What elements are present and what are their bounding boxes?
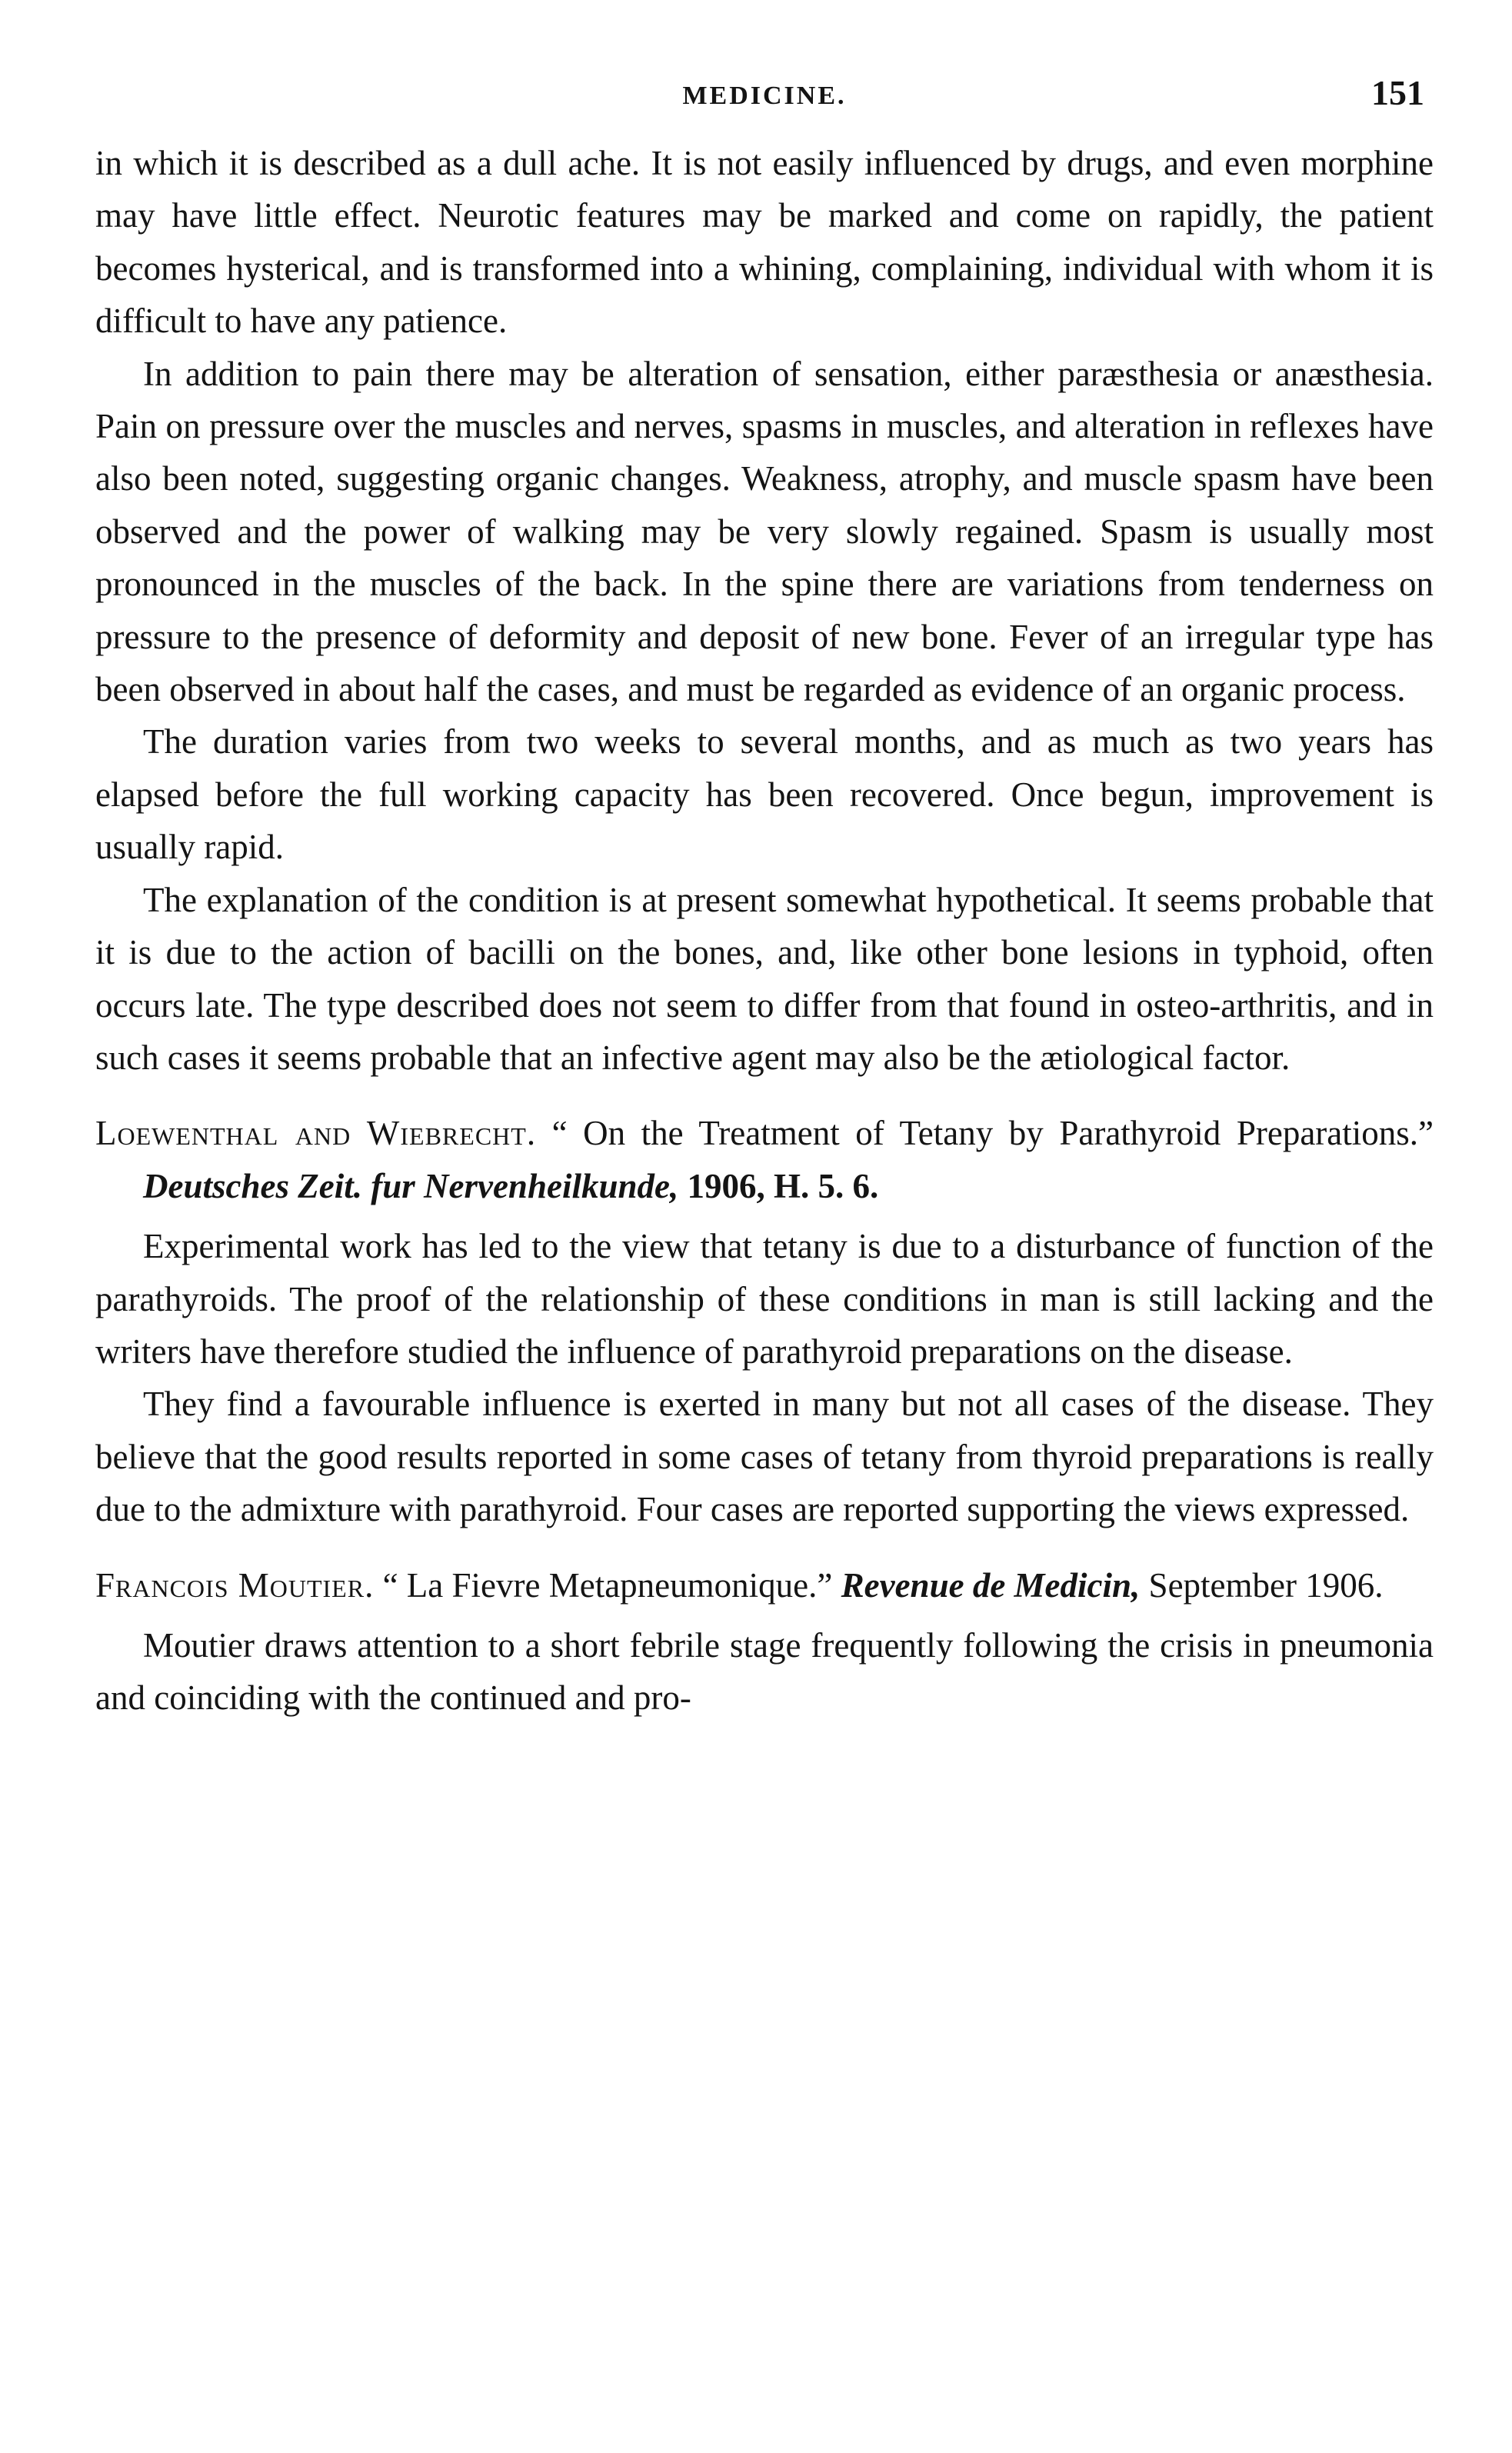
page-number: 151 bbox=[1371, 73, 1424, 112]
body-text bbox=[95, 137, 1434, 1725]
paragraph-favourable: They find a favourable influence is exerted in many but not all cases of the disease. They believe that the good results reported in some cases of tetany from thyroid preparations is really due to the admixture with parathyroid. Four cases are reported supporting the views expressed. bbox=[95, 1385, 1434, 1529]
citation-tetany bbox=[95, 1107, 1434, 1212]
running-header bbox=[95, 68, 1434, 117]
paragraph-experimental: Experimental work has led to the view that tetany is due to a disturbance of function of the parathyroids. The proof of the relationship of these conditions in man is still lacking and the writers have therefore studied the influence of parathyroid preparations on the disease. bbox=[95, 1227, 1434, 1371]
running-title: MEDICINE. bbox=[682, 82, 847, 110]
citation-date: September 1906. bbox=[1148, 1565, 1384, 1605]
citation-title: “ La Fievre Metapneumonique.” bbox=[382, 1565, 833, 1605]
document-page bbox=[95, 68, 1434, 1725]
citation-fievre bbox=[95, 1559, 1434, 1611]
paragraph-explanation: The explanation of the condition is at present somewhat hypothetical. It seems probable that it is due to the action of bacilli on the bones, and, like other bone lesions in typhoid, often occurs late. The type described does not seem to differ from that found in osteo-arthritis, and in such cases it seems probable that an infective agent may also be the ætiological factor. bbox=[95, 880, 1434, 1077]
citation-journal: Revenue de Medicin, bbox=[841, 1565, 1141, 1605]
citation-authors: Loewenthal and Wiebrecht. bbox=[95, 1114, 537, 1153]
citation-title: “ On the Treatment of Tetany by Parathyroid Preparations.” bbox=[551, 1114, 1434, 1153]
citation-authors: Francois Moutier. bbox=[95, 1565, 375, 1605]
paragraph-moutier: Moutier draws attention to a short febrile stage frequently following the crisis in pneumonia and coinciding with the continued and pro- bbox=[95, 1625, 1434, 1718]
paragraph-duration: The duration varies from two weeks to several months, and as much as two years has elapsed before the full working capacity has been recovered. Once begun, improvement is usually rapid. bbox=[95, 722, 1434, 867]
citation-date: 1906, H. 5. 6. bbox=[687, 1166, 879, 1205]
paragraph-continued: in which it is described as a dull ache. It is not easily influenced by drugs, and even morphine may have little effect. Neurotic features may be marked and come on rapidly, the patient becomes hysterical, and is transformed into a whining, complaining, individual with whom it is difficult to have any patience. bbox=[95, 144, 1434, 341]
citation-journal: Deutsches Zeit. fur Nervenheilkunde, bbox=[143, 1166, 679, 1205]
paragraph-sensation: In addition to pain there may be alteration of sensation, either paræsthesia or anæsthesia. Pain on pressure over the muscles and nerves, spasms in muscles, and alteration in reflexes have also been noted, suggesting organic changes. Weakness, atrophy, and muscle spasm have been observed and the power of walking may be very slowly regained. Spasm is usually most pronounced in the muscles of the back. In the spine there are variations from tenderness on pressure to the presence of deformity and deposit of new bone. Fever of an irregular type has been observed in about half the cases, and must be regarded as evidence of an organic process. bbox=[95, 354, 1434, 709]
